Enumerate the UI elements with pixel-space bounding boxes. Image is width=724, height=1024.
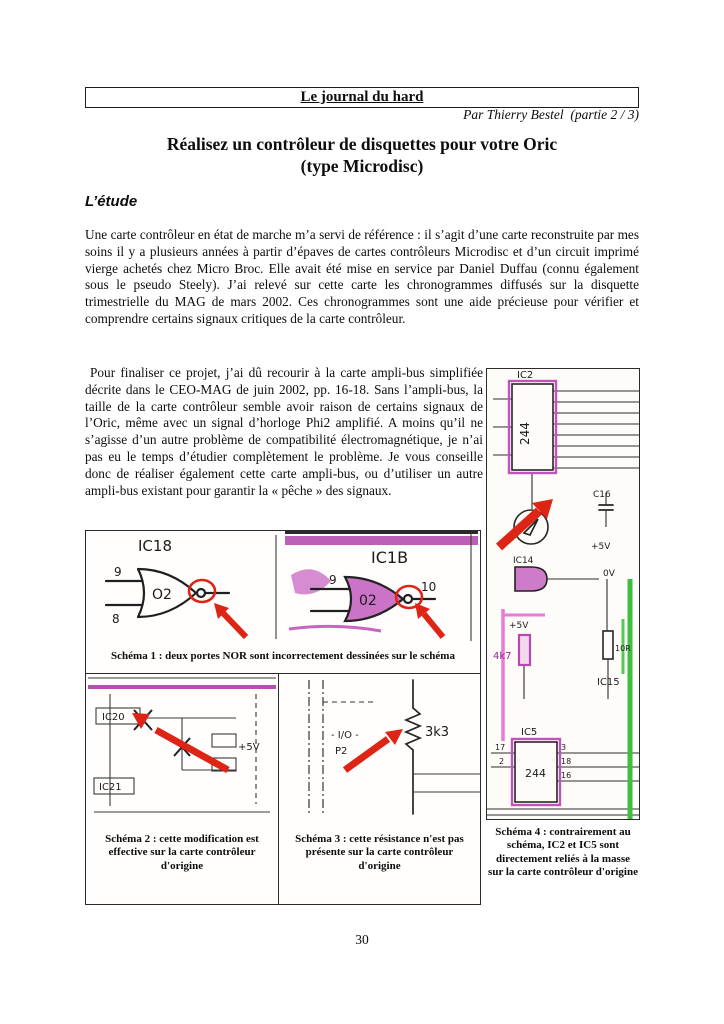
figure-schema-3 — [278, 673, 481, 905]
red-arrow — [214, 603, 246, 637]
gate-label: O2 — [152, 587, 172, 603]
supply-label: +5V — [238, 742, 260, 753]
schema3-caption: Schéma 3 : cette résistance n'est pas présente sur la carte contrôleur d'origine — [295, 833, 464, 872]
body-paragraph-2: Pour finaliser ce projet, j’ai dû recourir à la carte ampli-bus simplifiée décrite dans le CEO-MAG de juin 2002, pp. 16-18. Sans l’ampli-bus, la taille de la carte contrôleur semble avoir raison de certains signaux de l’Oric, même avec un signal d’horloge Phi2 amplifié. A moins qu’il ne s’agisse d’un autre problème de compatibilité électromagnétique, je n’ai pas eu le temps d’étudier complètement le problème. Je vous conseille donc de réaliser également cette carte ampli-bus, ou d’utiliser un autre ampli-bus existant pour garantir la « pêche » des signaux. — [85, 365, 483, 498]
nor-gate-sketch-left — [86, 531, 285, 643]
scan-edge — [285, 531, 478, 534]
chip-label: IC1B — [371, 548, 409, 567]
magenta-squiggle — [289, 626, 381, 631]
title-line-2: (type Microdisc) — [300, 156, 424, 176]
pin-label: 17 — [495, 743, 506, 752]
pin-label: 9 — [329, 573, 337, 587]
schema2-drawing — [86, 674, 278, 819]
byline: Par Thierry Bestel (partie 2 / 3) — [463, 107, 639, 122]
resistor-10r — [603, 631, 613, 659]
ic5-label: IC5 — [521, 727, 538, 738]
chip-label: IC18 — [138, 537, 172, 555]
schema4-image — [486, 368, 640, 820]
article-title — [85, 133, 639, 177]
magenta-band — [285, 536, 478, 545]
schema3-drawing — [279, 674, 480, 819]
pin-label: 3 — [561, 743, 567, 752]
ic14-label: IC14 — [513, 556, 534, 566]
schema4-drawing — [487, 369, 639, 819]
res-10r-label: 10R — [615, 644, 631, 653]
io-label: - I/O - — [331, 730, 359, 741]
resistor-zigzag — [406, 708, 420, 750]
section-heading: L’étude — [85, 193, 138, 210]
title-line-1: Réalisez un contrôleur de disquettes pour votre Oric — [166, 134, 558, 154]
magenta-blob — [291, 569, 331, 594]
schema2-caption: Schéma 2 : cette modification est effective sur la carte contrôleur d'origine — [105, 833, 259, 872]
pin-label: 9 — [114, 565, 122, 579]
pin-label: 2 — [499, 757, 505, 766]
schema4-caption: Schéma 4 : contrairement au schéma, IC2 et IC5 sont directement reliés à la masse sur la carte contrôleur d'origine — [488, 826, 638, 879]
res-4k7-label: 4k7 — [493, 651, 512, 662]
supply-label-a: +5V — [591, 542, 611, 552]
red-arrow — [499, 499, 553, 547]
pin-label: 16 — [561, 771, 572, 780]
cap-label: C16 — [593, 490, 611, 500]
ic2-magenta-outline — [509, 381, 556, 473]
pin-label: 10 — [421, 580, 437, 594]
ic14-gate — [515, 567, 547, 591]
p2-label: P2 — [335, 746, 348, 757]
page-number: 30 — [355, 932, 369, 947]
ic5-inner-label: 244 — [525, 767, 546, 780]
ground-label-a: 0V — [603, 569, 615, 579]
red-arrow — [415, 603, 443, 637]
figure-schema-2 — [85, 673, 279, 905]
journal-header — [85, 87, 639, 108]
figure-schema-1 — [85, 530, 481, 674]
ic21-label: IC21 — [99, 782, 122, 793]
journal-title: Le journal du hard — [300, 89, 424, 105]
ic2-label: IC2 — [517, 370, 534, 381]
resistor-4k7 — [519, 635, 530, 665]
red-arrow — [132, 713, 228, 770]
schema1-caption: Schéma 1 : deux portes NOR sont incorrectement dessinées sur le schéma — [111, 650, 455, 662]
nor-gate-sketch-right — [285, 531, 478, 643]
component-box — [212, 734, 236, 747]
figure-schema-4 — [486, 368, 640, 880]
ic20-label: IC20 — [102, 712, 125, 723]
gate-label: 02 — [359, 593, 377, 609]
supply-label-b: +5V — [509, 621, 529, 631]
schema1-images — [86, 531, 480, 643]
schematic-labels — [493, 370, 631, 780]
pin-label: 18 — [561, 757, 572, 766]
pin-label: 8 — [112, 612, 120, 626]
body-paragraph-1: Une carte contrôleur en état de marche m’a servi de référence : il s’agit d’une carte reconstruite par mes soins il y a plusieurs années à partir d’épaves de cartes contrôleurs Microdisc et d’un circuit imprimé vierge achetés chez Micro Broc. Elle avait été mise en service par Daniel Duffau (connu également sous le pseudo Steely). J’ai relevé sur cette carte les chronogrammes diffusés sur la disquette trimestrielle du MAG de mars 2002. Ces chronogrammes sont une aide précieuse pour vérifier et comprendre certains signaux critiques de la carte contrôleur. — [85, 227, 639, 326]
ic2-inner-label: 244 — [518, 422, 532, 445]
resistor-label: 3k3 — [425, 725, 450, 740]
ic15-label: IC15 — [597, 677, 620, 688]
